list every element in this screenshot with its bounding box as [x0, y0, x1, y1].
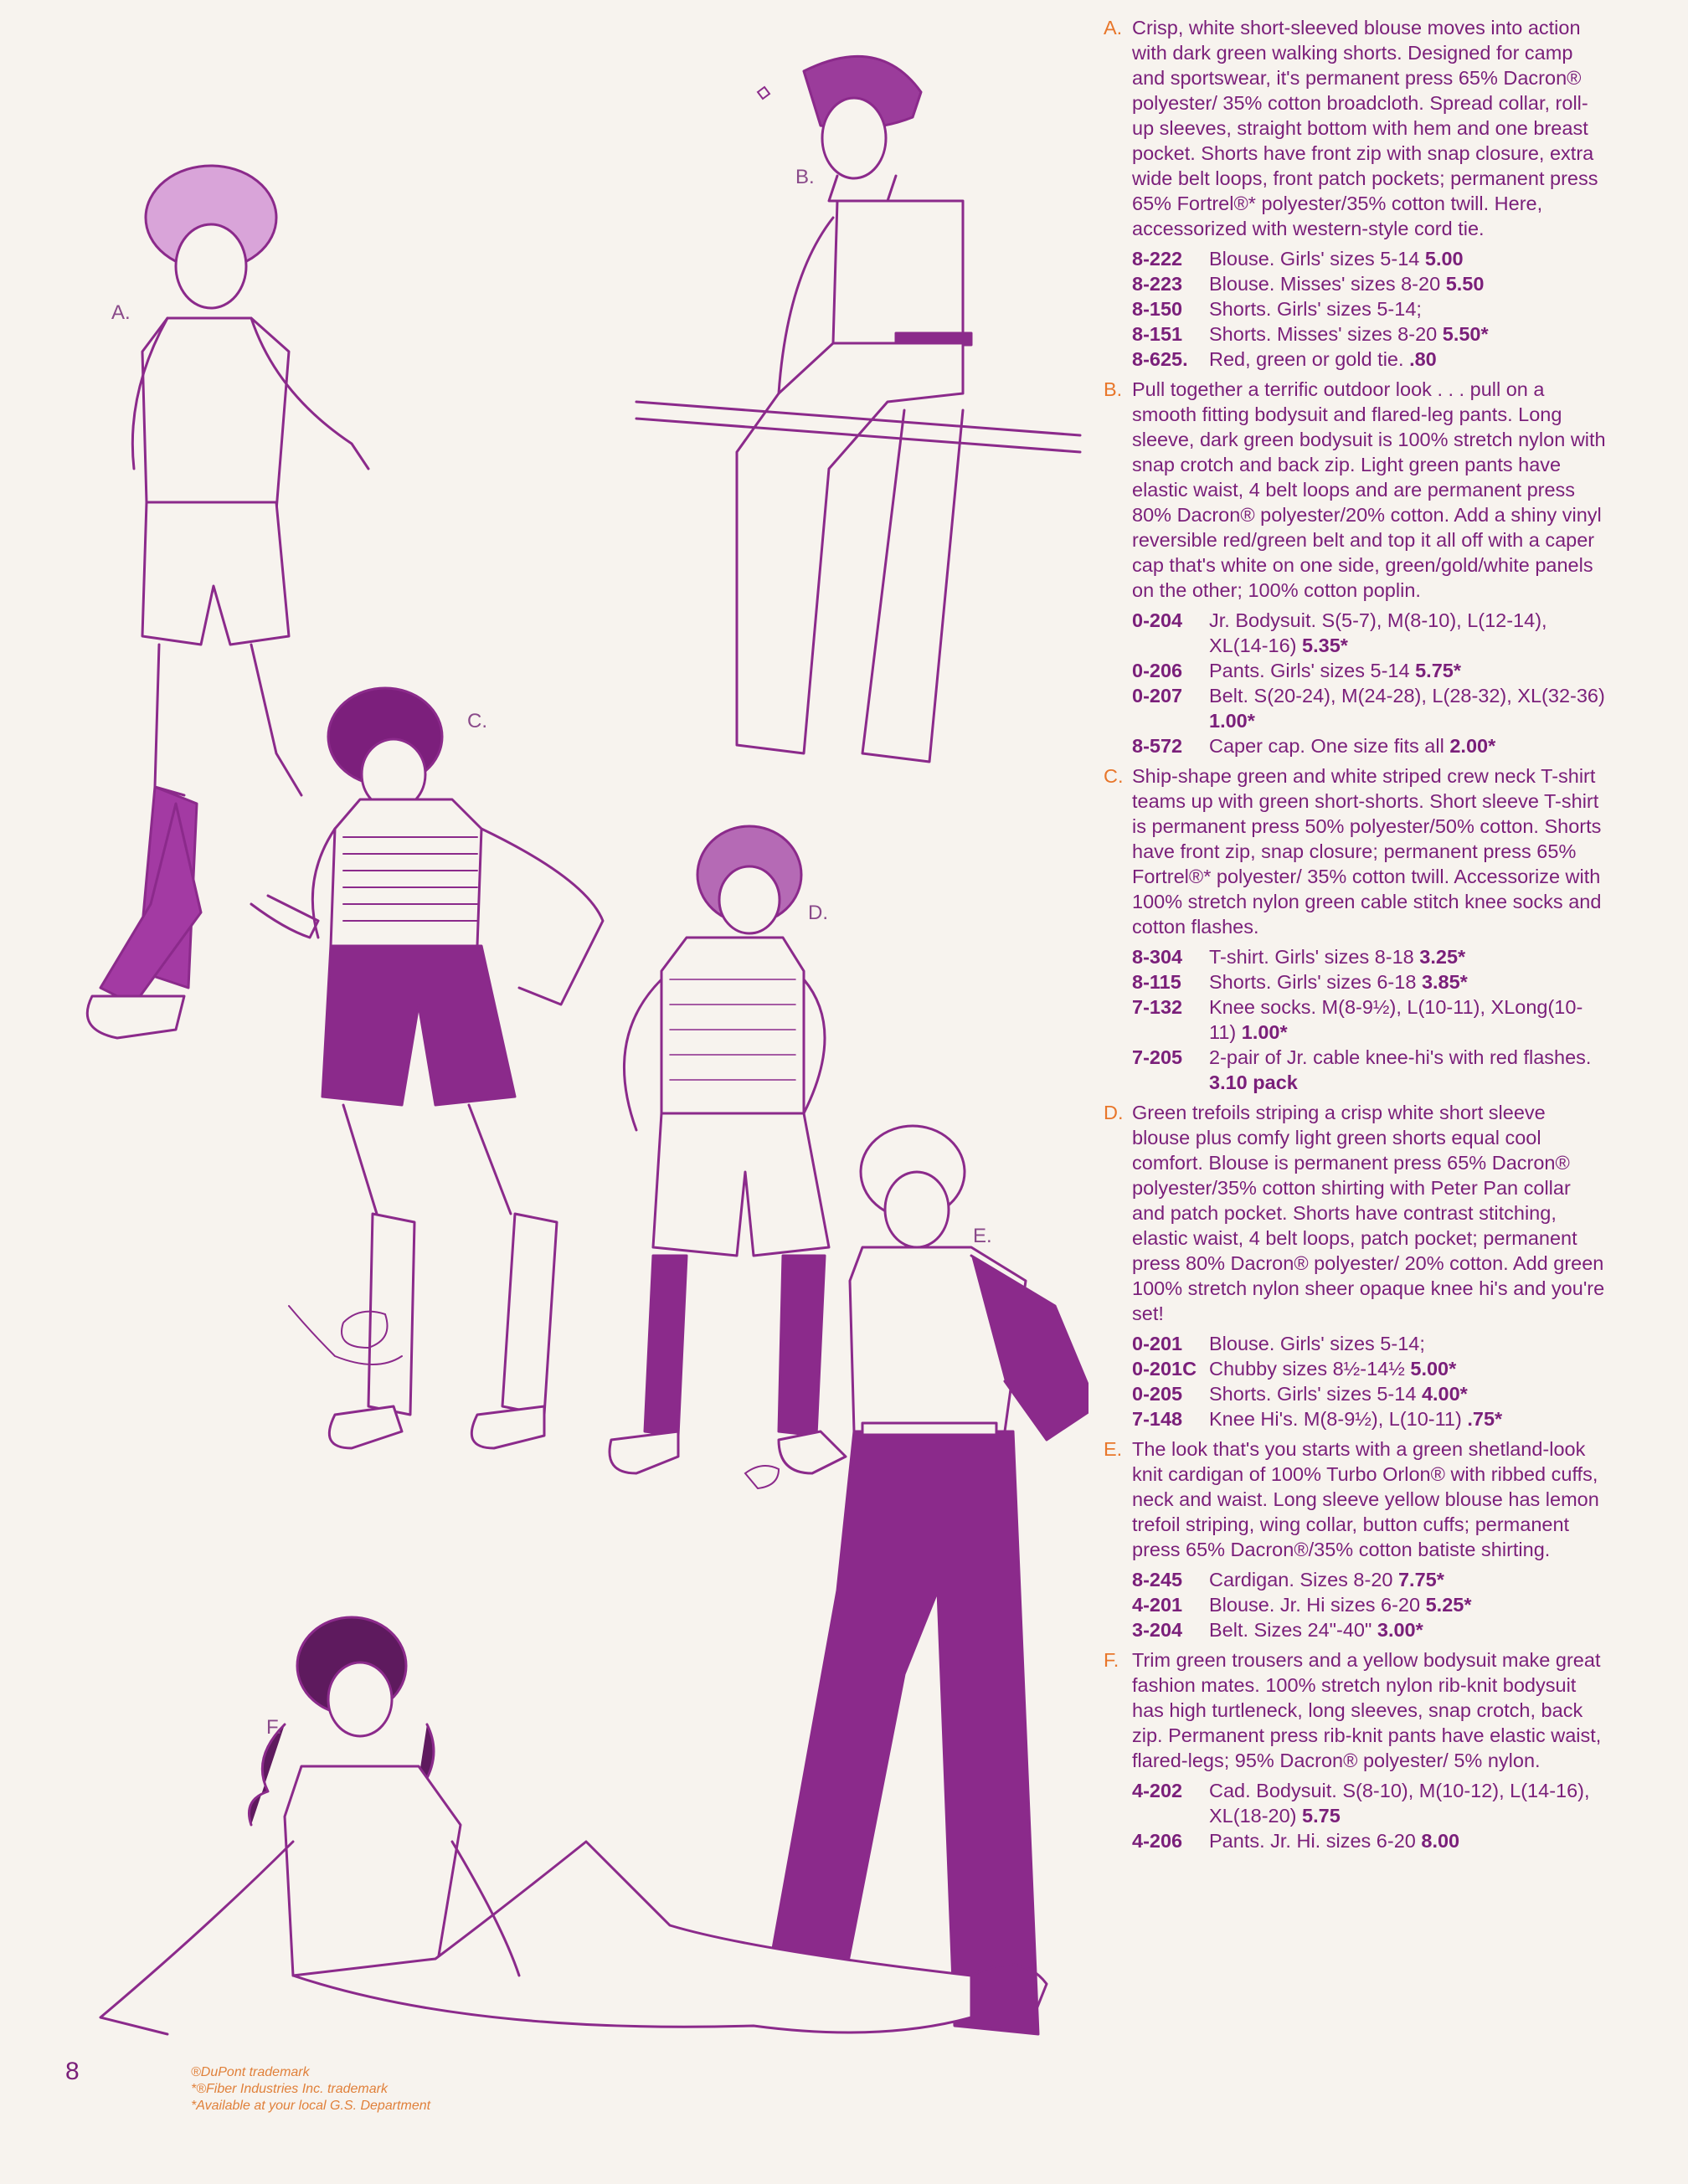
item-price: 3.10 pack — [1209, 1071, 1298, 1093]
item-text: 2-pair of Jr. cable knee-hi's with red flashes. — [1209, 1046, 1592, 1068]
item-text: Shorts. Girls' sizes 5-14 — [1209, 1383, 1417, 1405]
item-code: 0-205 — [1132, 1383, 1183, 1405]
footnote: ®DuPont trademark — [191, 2065, 310, 2079]
item-list — [1132, 944, 1606, 1095]
product-description-column — [1104, 15, 1606, 1858]
item-text: Blouse. Misses' sizes 8-20 — [1209, 273, 1441, 295]
item-code: 8-245 — [1132, 1569, 1183, 1590]
item-price: 5.75 — [1302, 1805, 1341, 1827]
figure-label-a: A. — [111, 301, 131, 324]
item-list — [1132, 1567, 1606, 1642]
item-text: Pants. Jr. Hi. sizes 6-20 — [1209, 1830, 1416, 1852]
item-code: 7-132 — [1132, 996, 1183, 1018]
item-row — [1132, 658, 1606, 683]
item-text: Pants. Girls' sizes 5-14 — [1209, 660, 1410, 681]
item-row — [1132, 321, 1606, 347]
item-price: 5.75* — [1415, 660, 1461, 681]
item-row — [1132, 733, 1606, 758]
entry-description: Crisp, white short-sleeved blouse moves into action with dark green walking shorts. Designed for camp and sportswear, it's permanent press 65% Dacron® polyester/ 35% cotton broadcloth. Spread collar, roll-up sleeves, straight bottom with hem and one breast pocket. Shorts have front zip with snap closure, extra wide belt loops, front patch pockets; permanent press 65% Fortrel®* polyester/35% cotton twill. Here, accessorized with western-style cord tie. — [1132, 17, 1598, 239]
figure-c-illustration — [289, 688, 603, 1448]
butterfly-icon — [758, 87, 769, 99]
item-text: Jr. Bodysuit. S(5-7), M(8-10), L(12-14), XL(14-16) — [1209, 609, 1547, 656]
item-row — [1132, 271, 1606, 296]
entry-c — [1104, 763, 1606, 1095]
item-code: 8-150 — [1132, 298, 1183, 320]
item-price: 1.00* — [1209, 710, 1255, 732]
item-price: 5.50 — [1445, 273, 1485, 295]
item-code: 8-115 — [1132, 971, 1181, 993]
item-code: 4-201 — [1132, 1594, 1183, 1616]
item-code: 8-625. — [1132, 348, 1188, 370]
page-number: 8 — [65, 2058, 80, 2085]
item-row — [1132, 1406, 1606, 1431]
item-text: Shorts. Girls' sizes 5-14; — [1209, 298, 1422, 320]
item-text: Red, green or gold tie. — [1209, 348, 1404, 370]
item-row — [1132, 246, 1606, 271]
item-price: 5.00 — [1424, 248, 1464, 270]
footnotes — [191, 2064, 430, 2115]
item-text: Blouse. Jr. Hi sizes 6-20 — [1209, 1594, 1421, 1616]
item-row — [1132, 1828, 1606, 1853]
item-row — [1132, 347, 1606, 372]
item-row — [1132, 1778, 1606, 1828]
item-list — [1132, 246, 1606, 372]
item-row — [1132, 1567, 1606, 1592]
item-text: Shorts. Girls' sizes 6-18 — [1209, 971, 1417, 993]
figure-label-e: E. — [973, 1225, 992, 1247]
entry-d — [1104, 1100, 1606, 1431]
item-code: 0-201C — [1132, 1358, 1197, 1380]
item-row — [1132, 1331, 1606, 1356]
item-code: 0-207 — [1132, 685, 1183, 707]
figure-a-illustration — [87, 166, 368, 1038]
entry-letter: F. — [1104, 1649, 1119, 1671]
item-row — [1132, 1045, 1606, 1095]
entry-e — [1104, 1436, 1606, 1642]
entry-letter: E. — [1104, 1438, 1123, 1460]
item-price: 4.00* — [1421, 1383, 1468, 1405]
item-text: Cardigan. Sizes 8-20 — [1209, 1569, 1393, 1590]
item-code: 8-572 — [1132, 735, 1183, 757]
item-code: 8-304 — [1132, 946, 1183, 968]
item-price: .75* — [1467, 1408, 1503, 1430]
item-code: 8-223 — [1132, 273, 1183, 295]
item-row — [1132, 1617, 1606, 1642]
figure-label-d: D. — [808, 902, 828, 924]
entry-b — [1104, 377, 1606, 758]
item-code: 7-205 — [1132, 1046, 1183, 1068]
item-row — [1132, 1592, 1606, 1617]
item-price: 1.00* — [1241, 1021, 1288, 1043]
entry-letter: C. — [1104, 765, 1124, 787]
footnote: *®Fiber Industries Inc. trademark — [191, 2082, 388, 2096]
item-price: 3.85* — [1421, 971, 1468, 993]
item-row — [1132, 1381, 1606, 1406]
item-price: 5.50* — [1442, 323, 1489, 345]
entry-description: The look that's you starts with a green shetland-look knit cardigan of 100% Turbo Orlon® with ribbed cuffs, neck and waist. Long sleeve yellow blouse has lemon trefoil striping, wing collar, button cuffs; permanent press 65% Dacron®/35% cotton batiste shirting. — [1132, 1438, 1599, 1560]
item-row — [1132, 994, 1606, 1045]
item-code: 8-222 — [1132, 248, 1183, 270]
item-text: T-shirt. Girls' sizes 8-18 — [1209, 946, 1414, 968]
entry-f — [1104, 1647, 1606, 1853]
item-price: 7.75* — [1397, 1569, 1444, 1590]
item-list — [1132, 1331, 1606, 1431]
item-code: 0-201 — [1132, 1333, 1183, 1354]
item-code: 0-204 — [1132, 609, 1183, 631]
item-row — [1132, 296, 1606, 321]
item-code: 7-148 — [1132, 1408, 1183, 1430]
entry-letter: B. — [1104, 378, 1123, 400]
item-row — [1132, 1356, 1606, 1381]
entry-description: Trim green trousers and a yellow bodysuit make great fashion mates. 100% stretch nylon rib-knit bodysuit has high turtleneck, long sleeves, snap crotch, back zip. Permanent press rib-knit pants have elastic waist, flared-legs; 95% Dacron® polyester/ 5% nylon. — [1132, 1649, 1602, 1771]
figure-b-illustration — [636, 56, 1080, 762]
item-price: 5.25* — [1425, 1594, 1472, 1616]
item-list — [1132, 608, 1606, 758]
entry-letter: A. — [1104, 17, 1123, 39]
item-text: Caper cap. One size fits all — [1209, 735, 1444, 757]
item-price: 5.35* — [1302, 635, 1348, 656]
item-row — [1132, 683, 1606, 733]
item-text: Cad. Bodysuit. S(8-10), M(10-12), L(14-16), XL(18-20) — [1209, 1780, 1590, 1827]
bird-icon — [745, 1466, 779, 1488]
item-row — [1132, 608, 1606, 658]
item-text: Knee Hi's. M(8-9½), L(10-11) — [1209, 1408, 1462, 1430]
item-price: 3.00* — [1377, 1619, 1423, 1641]
figure-f-illustration — [100, 1617, 1047, 2034]
item-text: Blouse. Girls' sizes 5-14; — [1209, 1333, 1425, 1354]
item-code: 0-206 — [1132, 660, 1183, 681]
entry-description: Green trefoils striping a crisp white short sleeve blouse plus comfy light green shorts equal cool comfort. Blouse is permanent press 65% Dacron® polyester/35% cotton shirting with Peter Pan collar and patch pocket. Shorts have contrast stitching, elastic waist, 4 belt loops, patch pocket; permanent press 80% Dacron® polyester/ 20% cotton. Add green 100% stretch nylon sheer opaque knee hi's and you're set! — [1132, 1102, 1605, 1324]
item-code: 4-206 — [1132, 1830, 1183, 1852]
item-text: Knee socks. M(8-9½), L(10-11), XLong(10-11) — [1209, 996, 1583, 1043]
item-row — [1132, 969, 1606, 994]
item-text: Belt. Sizes 24"-40" — [1209, 1619, 1372, 1641]
entry-description: Pull together a terrific outdoor look . . . pull on a smooth fitting bodysuit and flared-leg pants. Long sleeve, dark green bodysuit is 100% stretch nylon with snap crotch and back zip. Light green pants have elastic waist, 4 belt loops and are permanent press 80% Dacron® polyester/20% cotton. Add a shiny vinyl reversible red/green belt and top it all off with a caper cap that's white on one side, green/gold/white panels on the other; 100% cotton poplin. — [1132, 378, 1606, 601]
item-price: .80 — [1409, 348, 1437, 370]
item-list — [1132, 1778, 1606, 1853]
item-text: Belt. S(20-24), M(24-28), L(28-32), XL(32-36) — [1209, 685, 1605, 707]
item-code: 3-204 — [1132, 1619, 1183, 1641]
footnote: *Available at your local G.S. Department — [191, 2099, 431, 2113]
item-text: Blouse. Girls' sizes 5-14 — [1209, 248, 1420, 270]
item-row — [1132, 944, 1606, 969]
entry-description: Ship-shape green and white striped crew neck T-shirt teams up with green short-shorts. Short sleeve T-shirt is permanent press 50% polyester/50% cotton. Shorts have front zip, snap closure; permanent press 65% Fortrel®* polyester/ 35% cotton twill. Accessorize with 100% stretch nylon green cable stitch knee socks and cotton flashes. — [1132, 765, 1602, 938]
item-price: 2.00* — [1449, 735, 1496, 757]
item-code: 4-202 — [1132, 1780, 1183, 1801]
item-price: 3.25* — [1419, 946, 1466, 968]
item-price: 8.00 — [1421, 1830, 1460, 1852]
item-text: Shorts. Misses' sizes 8-20 — [1209, 323, 1438, 345]
figure-label-c: C. — [467, 710, 487, 732]
entry-a — [1104, 15, 1606, 372]
figure-label-b: B. — [795, 166, 815, 188]
figure-label-f: F. — [266, 1716, 282, 1739]
item-code: 8-151 — [1132, 323, 1183, 345]
item-text: Chubby sizes 8½-14½ — [1209, 1358, 1405, 1380]
item-price: 5.00* — [1410, 1358, 1457, 1380]
entry-letter: D. — [1104, 1102, 1124, 1123]
